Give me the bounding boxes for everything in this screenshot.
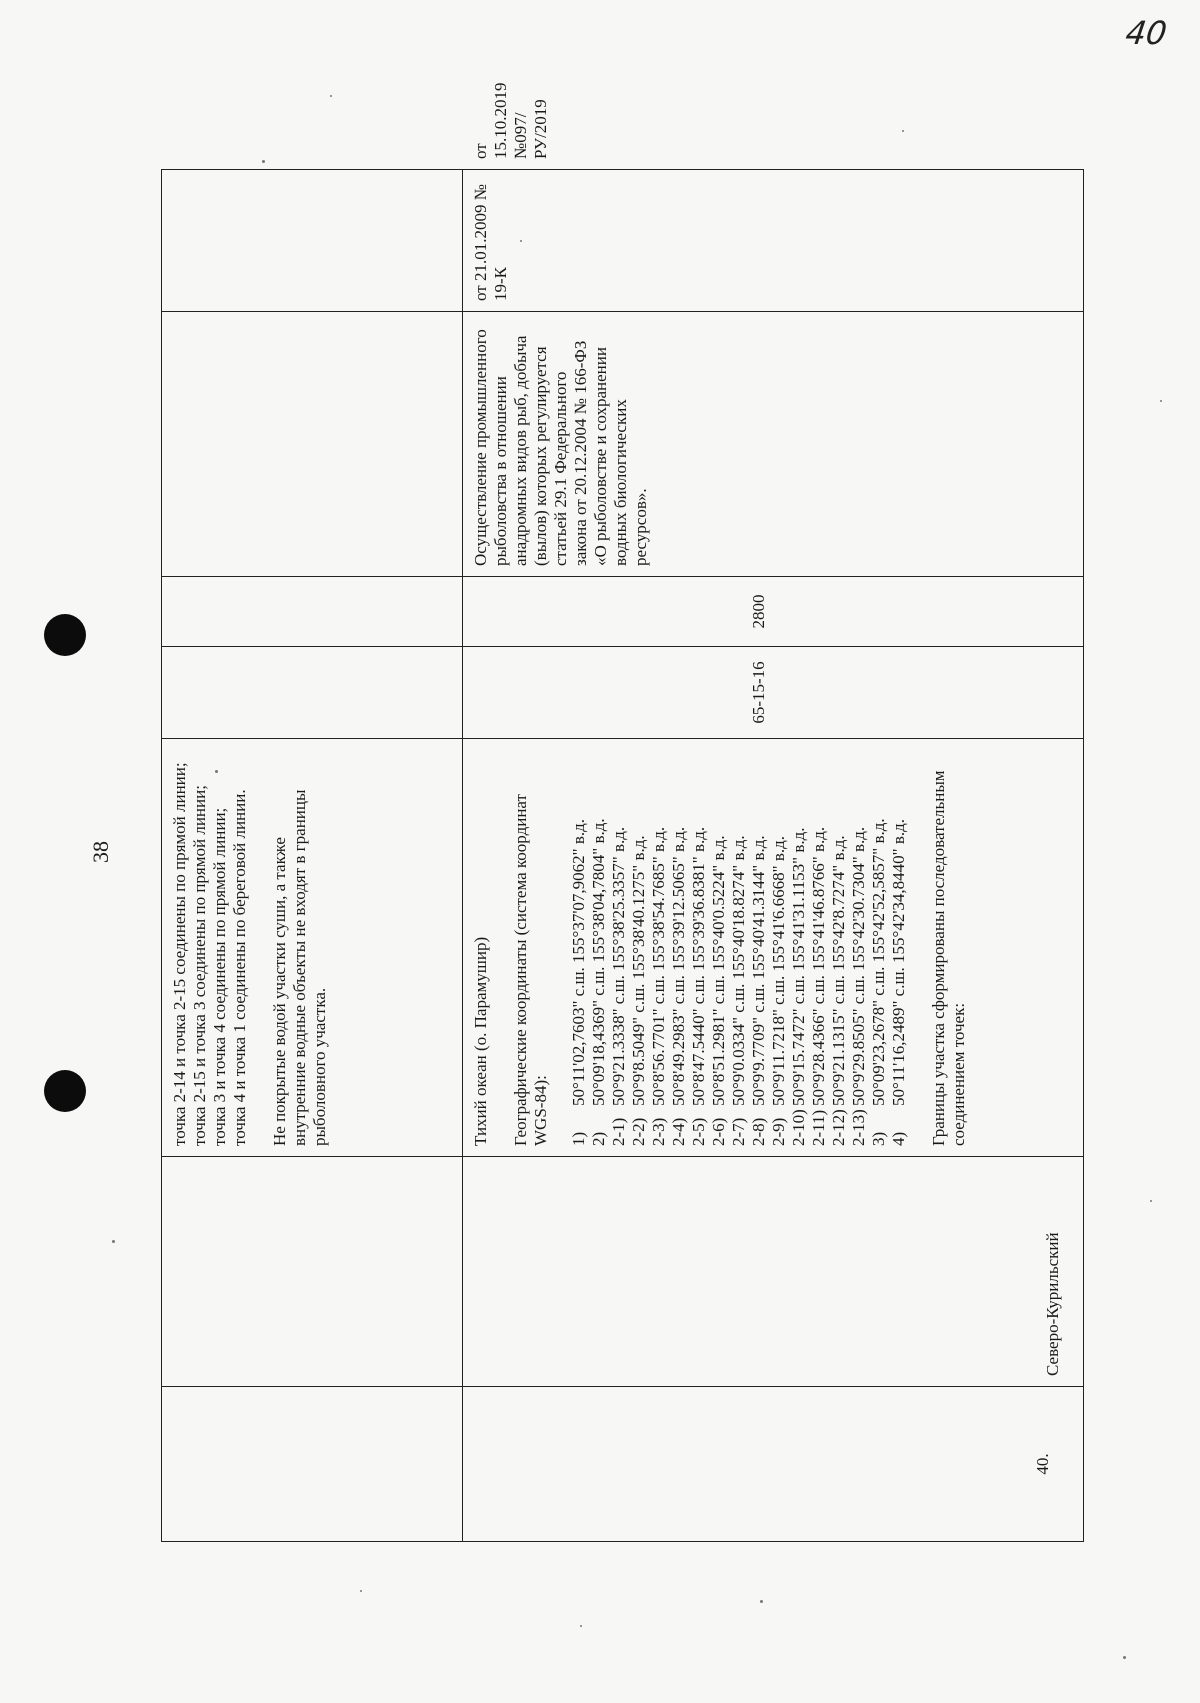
border-line: точка 2-14 и точка 2-15 соединены по прямой линии; <box>170 762 189 1146</box>
coordinate-item: 2-9) 50°9'11.7218" с.ш. 155°41'6.6668" в.д. <box>769 835 788 1146</box>
coordinate-item: 3) 50°09'23,2678" с.ш. 155°42'52,5857" в.д. <box>869 818 888 1146</box>
purpose-cell <box>463 312 1084 577</box>
coordinate-item: 1) 50°11'02,7603" с.ш. 155°37'07,9062" в.д. <box>569 818 588 1146</box>
border-description-cell <box>162 739 463 1157</box>
cell-empty <box>162 647 463 739</box>
coordinate-item: 2-4) 50°8'49.2983" с.ш. 155°39'12.5065" в.д. <box>669 826 688 1146</box>
exclusion-note: Не покрытые водой участки суши, а также внутренние водные объекты не входят в границы рыболовного участка. <box>270 789 329 1146</box>
scan-speck <box>360 1590 362 1592</box>
cell-empty <box>162 577 463 647</box>
entry-number-cell <box>463 1387 1084 1542</box>
scan-speck <box>760 1600 763 1603</box>
scan-speck <box>330 95 332 97</box>
code-cell <box>463 647 1084 739</box>
hole-punch-mark <box>44 614 86 656</box>
scan-speck <box>1150 1200 1152 1202</box>
coordinate-item: 4) 50°11'16,2489" с.ш. 155°42'34,8440" в.д. <box>889 818 908 1146</box>
scan-speck <box>902 130 904 132</box>
coordinate-item: 2-11) 50°9'28.4366" с.ш. 155°41'46.8766" в.д. <box>809 826 828 1146</box>
coordinate-item: 2-13) 50°9'29.8505" с.ш. 155°42'30.7304" в.д. <box>849 826 868 1146</box>
area-cell <box>463 577 1084 647</box>
coordinate-item: 2-5) 50°8'47.5440" с.ш. 155°39'36.8381" в.д. <box>689 826 708 1146</box>
document-date-1: от 21.01.2009 № 19-К <box>471 184 510 301</box>
coordinate-item: 2-6) 50°8'51.2981" с.ш. 155°40'0.5224" в.д. <box>709 835 728 1146</box>
entry-row: 40. Северо-Курильский Тихий океан (о. Парамушир) Географические координаты (система координат WGS-84): 1) 50°11'02,7603" с.ш. 155°37'07,9062" в.д. 2) 50°09'18,4369" с.ш. 155°38'04,7804" в.д. 2-1) 50°9'21.3338" с.ш. 155°38'25.3357" в.д. 2-2) 50°9'8.5049" с.ш. 155°38'40.1275" в.д. 2-3) 50°8'56.7701" с.ш. 155°38'54.7685" в.д. 2-4) 50°8'49.2983" с.ш. 155°39'12.5065" в.д. 2-5) 50°8'47.5440" с.ш. 155°39'36.8381" в.д. 2-6) 50°8'51.2981" с.ш. 155°40'0.5224" в.д. 2-7) 50°9'0.0334" с.ш. 155°40'18.8274" в.д. 2-8) 50°9'9.7709" с.ш. 155°40'41.3144" в.д. 2-9) 50°9'11.7218" с.ш. 155°41'6.6668" в.д. 2-10) 50°9'15.7472" с.ш. 155°41'31.1153" в.д. 2-11) 50°9'28.4366" с.ш. 155°41'46.8766" в.д. 2-12) 50°9'21.1315" с.ш. 155°42'8.7274" в.д. 2-13) 50°9'29.8505" с.ш. 155°42'30.7304" в.д. 3) 50°09'23,2678" с.ш. 155°42'52,5857" в.д. 4) 50°11'16,2489" с.ш. 155°42'34,8440" в.д. Границы участка сформированы последовательным соединением точек: 65-15-16 2800 Осуществление промышленного рыболовства в отношении анадромных видов рыб, добыча (вылов) которых регулируется статьей 29.1 Федерального закона от 20.12.2004 № 166-ФЗ «О рыболовстве и сохранении водных биологических ресурсов». от 21.01.2009 № 19-К от 15.10.2019 №097/РУ/2019 <box>463 170 1084 1542</box>
document-table-rotated <box>161 82 1083 1542</box>
hole-punch-mark <box>44 1070 86 1112</box>
cell-empty <box>162 170 463 312</box>
fishing-areas-table <box>161 82 1084 1542</box>
cell-empty <box>162 1387 463 1542</box>
coordinate-item: 2-3) 50°8'56.7701" с.ш. 155°38'54.7685" в.д. <box>649 826 668 1146</box>
scan-speck <box>1160 400 1162 402</box>
coordinates-cell <box>463 739 1084 1157</box>
scan-speck <box>112 1240 115 1243</box>
coordinate-item: 2-12) 50°9'21.1315" с.ш. 155°42'8.7274" в.д. <box>829 835 848 1146</box>
continuation-row <box>162 170 463 1542</box>
coordinate-item: 2-8) 50°9'9.7709" с.ш. 155°40'41.3144" в.д. <box>749 835 768 1146</box>
purpose-text: Осуществление промышленного рыболовства в отношении анадромных видов рыб, добыча (вылов) которых регулируется статьей 29.1 Федерального закона от 20.12.2004 № 166-ФЗ «О рыболовстве и сохранении водных биологических ресурсов». <box>471 329 650 566</box>
coordinate-item: 2-10) 50°9'15.7472" с.ш. 155°41'31.1153" в.д. <box>789 827 808 1146</box>
scan-speck <box>580 1625 582 1627</box>
water-body: Тихий океан (о. Парамушир) <box>471 936 490 1146</box>
cell-empty <box>162 312 463 577</box>
coordinate-item: 2-1) 50°9'21.3338" с.ш. 155°38'25.3357" в.д. <box>609 826 628 1146</box>
scan-speck <box>262 160 265 163</box>
boundary-note: Границы участка сформированы последовательным соединением точек: <box>929 770 968 1146</box>
border-line: точка 3 и точка 4 соединены по прямой линии; <box>210 807 229 1146</box>
entry-number: 40. <box>1033 1453 1052 1475</box>
coordinate-item: 2-2) 50°9'8.5049" с.ш. 155°38'40.1275" в.д. <box>629 835 648 1146</box>
border-line: точка 4 и точка 1 соединены по береговой линии. <box>230 789 249 1146</box>
cell-empty <box>162 1157 463 1387</box>
coordinate-item: 2) 50°09'18,4369" с.ш. 155°38'04,7804" в.д. <box>589 818 608 1146</box>
handwritten-page-number: 40 <box>1123 14 1170 52</box>
border-line: точка 2-15 и точка 3 соединены по прямой линии; <box>190 785 209 1146</box>
entry-name-cell <box>463 1157 1084 1387</box>
area-code: 65-15-16 <box>749 661 768 724</box>
entry-name: Северо-Курильский <box>1043 1232 1062 1376</box>
coordinates-header: Географические координаты (система координат WGS-84): <box>511 794 550 1146</box>
date-1-cell <box>463 170 1084 312</box>
coordinates-list <box>569 749 909 1146</box>
coordinate-item: 2-7) 50°9'0.0334" с.ш. 155°40'18.8274" в.д. <box>729 835 748 1146</box>
printed-page-number: 38 <box>88 841 113 863</box>
scan-speck <box>1123 1656 1126 1659</box>
area-value: 2800 <box>749 594 768 629</box>
